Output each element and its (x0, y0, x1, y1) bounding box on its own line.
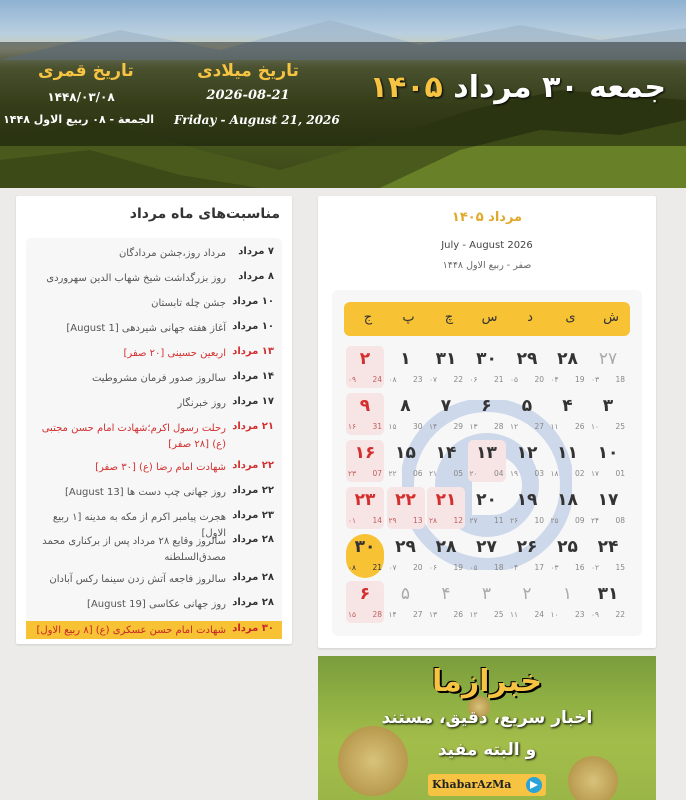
calendar-day[interactable] (468, 487, 506, 529)
gregorian-day: 03 (534, 469, 544, 478)
hijri-day: ۱۱ (510, 610, 519, 619)
hijri-day: ۱۷ (591, 469, 600, 478)
event-text: سالروز وقایع ۲۸ مرداد پس از برکناری محمد مصدق‌السلطنه (42, 536, 226, 563)
telegram-icon (526, 777, 542, 793)
gregorian-day: 22 (615, 610, 625, 619)
calendar-month-title: مرداد ۱۴۰۵ (451, 210, 523, 225)
day-number: ۲۵ (557, 537, 578, 557)
month-events-panel (16, 196, 292, 644)
gregorian-day: 24 (372, 375, 382, 384)
gregorian-day: 01 (615, 469, 625, 478)
event-date: ۸ مرداد (238, 271, 274, 282)
calendar-day[interactable] (427, 346, 465, 388)
gregorian-day: 13 (412, 516, 423, 525)
gregorian-long-date: Friday - August 21, 2026 (174, 113, 340, 127)
event-text: جشن چله تابستان (151, 298, 226, 309)
event-text: سالروز فاجعه آتش زدن سینما رکس آبادان (49, 574, 226, 585)
day-number: ۱۶ (354, 443, 376, 463)
event-date: ۲۱ مرداد (232, 421, 274, 432)
gregorian-day: 12 (453, 516, 463, 525)
day-number: ۲۳ (354, 490, 376, 510)
weekday-label: چ (444, 310, 454, 325)
event-text: شهادت امام حسن عسکری (ع) [۸ ربیع الاول] (36, 625, 226, 636)
hijri-day: ۱۱ (550, 422, 559, 431)
hijri-day: ۰۳ (591, 375, 600, 384)
gregorian-day: 27 (534, 422, 544, 431)
event-text: روز جهانی عکاسی [19 August] (87, 599, 226, 610)
hijri-day: ۱۶ (348, 422, 357, 431)
gregorian-day: 06 (412, 469, 423, 478)
ad-tagline-2: و البته مفید (437, 740, 537, 760)
gregorian-date-title: تاریخ میلادی (197, 61, 299, 81)
gregorian-day: 29 (453, 422, 463, 431)
day-number: ۳ (481, 584, 492, 604)
calendar-day[interactable] (549, 440, 587, 482)
hijri-day: ۱۴ (429, 422, 438, 431)
day-number: ۱۳ (476, 443, 497, 463)
calendar-day[interactable] (346, 393, 384, 435)
weekday-label: س (481, 310, 498, 325)
gregorian-day: 04 (493, 469, 504, 478)
hijri-day: ۲۱ (429, 469, 438, 478)
month-calendar-panel (318, 196, 656, 648)
event-item (26, 621, 282, 639)
hijri-day: ۱۸ (550, 469, 559, 478)
gregorian-day: 27 (412, 610, 423, 619)
hijri-day: ۰۱ (348, 516, 357, 525)
hijri-day: ۲۶ (510, 516, 519, 525)
hijri-day: ۱۳ (429, 610, 438, 619)
day-number: ۲۷ (598, 349, 618, 369)
calendar-day[interactable] (427, 581, 465, 623)
hijri-day: ۱۴ (388, 610, 397, 619)
hijri-day: ۰۸ (348, 563, 357, 572)
hijri-date: ۱۴۴۸/۰۳/۰۸ (47, 90, 115, 104)
calendar-day[interactable] (468, 581, 506, 623)
day-number: ۲۸ (435, 537, 457, 557)
hijri-day: ۱۲ (510, 422, 519, 431)
hijri-day: ۰۹ (591, 610, 600, 619)
calendar-day[interactable] (468, 534, 506, 576)
calendar-day[interactable] (508, 581, 546, 623)
gregorian-day: 17 (534, 563, 544, 572)
day-number: ۲ (522, 584, 532, 604)
current-persian-year: ۱۴۰۵ (369, 70, 443, 105)
gregorian-day: 14 (372, 516, 382, 525)
gregorian-day: 25 (615, 422, 625, 431)
day-number: ۴ (441, 584, 451, 604)
gregorian-day: 23 (574, 610, 585, 619)
hijri-day: ۰۷ (388, 563, 397, 572)
calendar-day[interactable] (387, 346, 425, 388)
calendar-day[interactable] (589, 440, 627, 482)
event-date: ۲۳ مرداد (232, 510, 274, 521)
events-list (26, 238, 282, 636)
gregorian-day: 25 (493, 610, 504, 619)
weekday-label: ش (603, 310, 619, 325)
current-persian-date: جمعه ۳۰ مرداد ۱۴۰۵ (369, 70, 666, 105)
hijri-day: ۱۹ (510, 469, 519, 478)
day-number: ۲۷ (476, 537, 497, 557)
events-panel-title: مناسبت‌های ماه مرداد (129, 206, 280, 222)
hijri-day: ۰۲ (591, 563, 600, 572)
hijri-day: ۱۰ (591, 422, 600, 431)
gregorian-day: 26 (453, 610, 463, 619)
calendar-day[interactable] (549, 393, 587, 435)
gregorian-day: 22 (453, 375, 463, 384)
gregorian-day: 09 (574, 516, 585, 525)
hijri-day: ۰۵ (469, 563, 478, 572)
day-number: ۱۰ (597, 443, 619, 463)
hijri-day: ۰۵ (510, 375, 519, 384)
gregorian-day: 28 (493, 422, 504, 431)
hijri-day: ۲۷ (469, 516, 478, 525)
ad-title: خبرازما (432, 664, 542, 699)
day-number: ۱۷ (597, 490, 619, 510)
calendar-day[interactable] (387, 581, 425, 623)
weekday-label: ی (565, 310, 576, 325)
calendar-day[interactable] (589, 581, 627, 623)
day-number: ۱ (562, 584, 573, 604)
day-number: ۱۸ (557, 490, 578, 510)
event-date: ۲۸ مرداد (232, 597, 274, 608)
day-number: ۳۱ (597, 584, 619, 604)
event-text: آغاز هفته جهانی شیردهی [1 August] (66, 323, 226, 334)
calendar-day[interactable] (427, 440, 465, 482)
gregorian-day: 15 (615, 563, 625, 572)
gregorian-day: 31 (372, 422, 382, 431)
calendar-day[interactable] (387, 440, 425, 482)
event-date: ۳۰ مرداد (232, 623, 274, 634)
day-number: ۲۲ (395, 490, 416, 510)
gregorian-day: 21 (372, 563, 382, 572)
gregorian-day: 11 (493, 516, 504, 525)
event-date: ۲۸ مرداد (232, 534, 274, 545)
hijri-day: ۱۳ (469, 422, 478, 431)
gregorian-day: 16 (574, 563, 585, 572)
calendar-day[interactable] (346, 440, 384, 482)
calendar-day[interactable] (468, 393, 506, 435)
event-text: سالروز صدور فرمان مشروطیت (91, 373, 226, 384)
day-number: ۶ (481, 396, 492, 416)
hijri-day: ۰۶ (429, 563, 438, 572)
calendar-day[interactable] (468, 346, 506, 388)
day-number: ۲۹ (516, 349, 538, 369)
ad-banner[interactable] (318, 656, 656, 800)
gregorian-day: 20 (412, 563, 423, 572)
calendar-day[interactable] (468, 440, 506, 482)
gregorian-day: 24 (534, 610, 544, 619)
calendar-day[interactable] (427, 534, 465, 576)
hijri-day: ۱۲ (469, 610, 478, 619)
calendar-day[interactable] (589, 346, 627, 388)
hay-bale-image (568, 756, 618, 800)
gregorian-day: 10 (534, 516, 544, 525)
day-number: ۵ (521, 396, 533, 416)
calendar-day[interactable] (387, 487, 425, 529)
hijri-day: ۰۹ (348, 375, 357, 384)
hijri-day: ۰۴ (550, 375, 559, 384)
event-date: ۷ مرداد (238, 246, 274, 257)
calendar-day[interactable] (549, 581, 587, 623)
hijri-day: ۲۴ (591, 516, 600, 525)
day-number: ۱۱ (557, 443, 578, 463)
gregorian-day: 18 (615, 375, 625, 384)
hijri-day: ۱۰ (550, 610, 559, 619)
hijri-day: ۲۵ (550, 516, 559, 525)
hijri-day: ۲۹ (388, 516, 397, 525)
weekday-label: پ (402, 310, 415, 325)
event-date: ۱۰ مرداد (232, 296, 274, 307)
event-text: روز بزرگداشت شیخ شهاب الدین سهروردی (46, 273, 226, 284)
hijri-day: ۰۴ (510, 563, 519, 572)
calendar-day[interactable] (427, 393, 465, 435)
hijri-date-title: تاریخ قمری (38, 61, 134, 81)
hijri-day: ۱۵ (348, 610, 357, 619)
hijri-day: ۰۸ (388, 375, 397, 384)
day-number: ۱۴ (435, 443, 457, 463)
calendar-day[interactable] (508, 393, 546, 435)
day-number: ۳۰ (354, 537, 376, 557)
hijri-day: ۰۷ (429, 375, 438, 384)
event-date: ۱۳ مرداد (232, 346, 274, 357)
calendar-day[interactable] (508, 487, 546, 529)
event-date: ۲۲ مرداد (232, 460, 274, 471)
calendar-gregorian-range: July - August 2026 (441, 240, 533, 251)
event-text: شهادت امام رضا (ع) [۳۰ صفر] (95, 462, 226, 473)
day-number: ۲۱ (435, 490, 457, 510)
hay-bale-image (338, 726, 408, 796)
day-number: ۱۹ (516, 490, 538, 510)
gregorian-day: 19 (574, 375, 585, 384)
day-number: ۱۵ (395, 443, 416, 463)
event-text: هجرت پیامبر اکرم از مکه به مدینه [۱ ربیع الاول] (52, 512, 226, 539)
event-date: ۱۷ مرداد (232, 396, 274, 407)
event-text: رحلت رسول اکرم؛شهادت امام حسن مجتبی (ع) [۲۸ صفر] (41, 423, 226, 450)
gregorian-day: 19 (453, 563, 463, 572)
gregorian-day: 21 (493, 375, 504, 384)
hijri-day: ۲۸ (429, 516, 438, 525)
calendar-day[interactable] (346, 581, 384, 623)
day-number: ۷ (440, 396, 452, 416)
day-number: ۲۸ (557, 349, 578, 369)
day-number: ۳ (602, 396, 614, 416)
calendar-day[interactable] (346, 346, 384, 388)
gregorian-day: 05 (453, 469, 463, 478)
event-text: مرداد روز،جشن مردادگان (118, 248, 226, 259)
gregorian-date: 2026-08-21 (206, 88, 290, 103)
hijri-day: ۰۶ (469, 375, 478, 384)
hijri-day: ۲۰ (469, 469, 478, 478)
day-number: ۳۰ (476, 349, 497, 369)
day-number: ۳۱ (435, 349, 457, 369)
calendar-day[interactable] (549, 487, 587, 529)
day-number: ۱۲ (516, 443, 538, 463)
day-number: ۴ (562, 396, 573, 416)
calendar-day[interactable] (549, 534, 587, 576)
gregorian-day: 23 (412, 375, 423, 384)
gregorian-day: 30 (412, 422, 423, 431)
weekday-label: د (527, 310, 533, 325)
calendar-day[interactable] (387, 534, 425, 576)
hijri-long-date: الجمعة - ۰۸ ربيع الاول ۱۴۴۸ (3, 113, 154, 126)
ad-tagline-1: اخبار سریع، دقیق، مستند (381, 708, 593, 728)
day-number: ۸ (400, 396, 411, 416)
weekday-header (344, 302, 630, 336)
calendar-day[interactable] (387, 393, 425, 435)
gregorian-day: 26 (574, 422, 585, 431)
hijri-day: ۲۳ (348, 469, 357, 478)
calendar-day[interactable] (589, 534, 627, 576)
gregorian-day: 20 (534, 375, 544, 384)
calendar-day[interactable] (508, 346, 546, 388)
event-text: روز جهانی چپ دست ها [13 August] (64, 487, 226, 498)
weekday-label: ج (363, 310, 373, 325)
hijri-day: ۱۵ (388, 422, 397, 431)
day-number: ۱ (400, 349, 411, 369)
gregorian-day: 02 (574, 469, 585, 478)
calendar-day[interactable] (549, 346, 587, 388)
gregorian-day: 07 (372, 469, 382, 478)
calendar-day[interactable] (589, 393, 627, 435)
event-date: ۲۲ مرداد (232, 485, 274, 496)
calendar-day[interactable] (589, 487, 627, 529)
day-number: ۲۹ (395, 537, 416, 557)
event-date: ۱۰ مرداد (232, 321, 274, 332)
ad-channel-button[interactable] (428, 774, 546, 796)
calendar-day[interactable] (427, 487, 465, 529)
gregorian-day: 08 (615, 516, 625, 525)
day-number: ۵ (400, 584, 411, 604)
calendar-day[interactable] (346, 487, 384, 529)
calendar-day[interactable] (508, 534, 546, 576)
day-number: ۹ (359, 396, 371, 416)
calendar-day-today[interactable] (346, 534, 384, 578)
day-number: ۲۶ (516, 537, 538, 557)
event-text: اربعین حسینی [۲۰ صفر] (123, 348, 226, 359)
day-number: ۶ (359, 584, 371, 604)
event-text: روز خبرنگار (177, 398, 226, 409)
hijri-day: ۰۳ (550, 563, 559, 572)
event-date: ۱۴ مرداد (232, 371, 274, 382)
calendar-grid (332, 290, 642, 636)
calendar-hijri-range: صفر - ربیع الاول ۱۴۴۸ (442, 260, 532, 271)
day-number: ۲۰ (476, 490, 497, 510)
gregorian-day: 18 (493, 563, 504, 572)
ad-channel-label: KhabarAzMa (432, 778, 512, 791)
calendar-day[interactable] (508, 440, 546, 482)
event-date: ۲۸ مرداد (232, 572, 274, 583)
gregorian-day: 28 (372, 610, 382, 619)
day-number: ۲۴ (597, 537, 619, 557)
header-banner (0, 0, 686, 188)
day-number: ۲ (359, 349, 371, 369)
hijri-day: ۲۲ (388, 469, 397, 478)
